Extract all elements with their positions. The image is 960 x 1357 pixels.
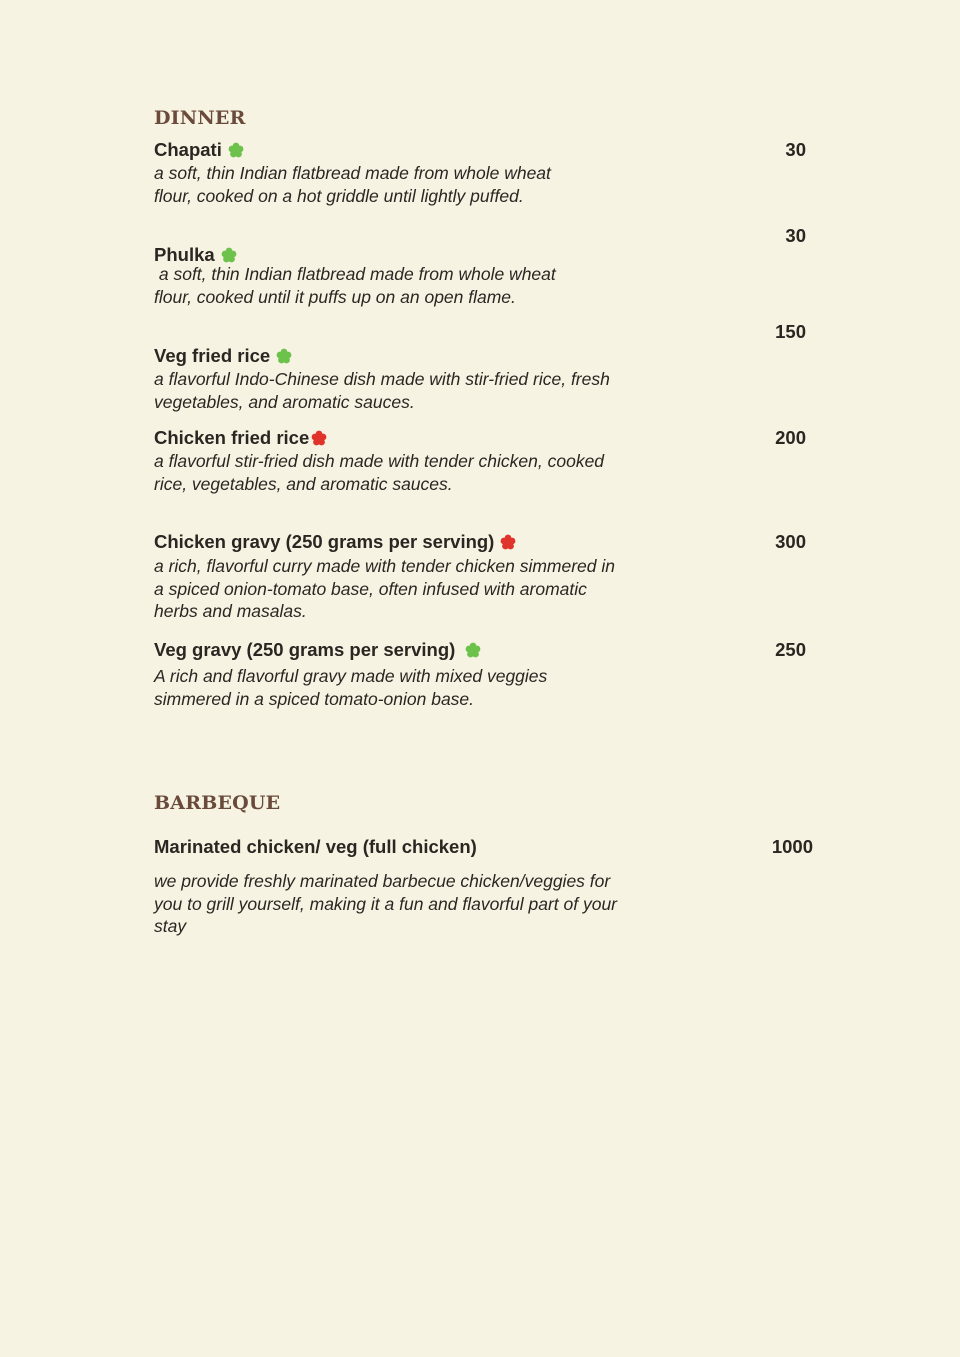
menu-item-description: a soft, thin Indian flatbread made from whole wheat flour, cooked on a hot griddle until lightly puffed. (154, 163, 551, 206)
menu-item-description: a rich, flavorful curry made with tender chicken simmered in a spiced onion-tomato base, often infused with aromatic herbs and masalas. (154, 556, 616, 621)
section-title-dinner: DINNER (154, 107, 246, 129)
item-name-text: Chicken fried rice (154, 427, 310, 448)
green-flower-icon (221, 247, 237, 263)
green-flower-icon (465, 642, 481, 658)
section-title-barbeque: BARBEQUE (154, 792, 281, 814)
item-name-text: Veg gravy (250 grams per serving) (154, 639, 456, 660)
green-flower-icon (228, 142, 244, 158)
menu-item-name (154, 345, 292, 367)
menu-item-description: a soft, thin Indian flatbread made from whole wheat flour, cooked until it puffs up on an open flame. (154, 264, 556, 307)
menu-item-price: 250 (775, 639, 806, 660)
item-name-text: Marinated chicken/ veg (full chicken) (154, 836, 477, 857)
menu-item-price: 300 (775, 531, 806, 552)
menu-item-price: 1000 (771, 836, 813, 857)
menu-item-description: a flavorful Indo-Chinese dish made with stir-fried rice, fresh vegetables, and aromatic sauces. (154, 369, 610, 412)
menu-item-price: 30 (785, 225, 806, 246)
red-flower-icon (311, 430, 327, 446)
menu-item-name (154, 531, 516, 553)
menu-item-price: 30 (785, 139, 806, 160)
item-name-text: Chicken gravy (250 grams per serving) (154, 531, 495, 552)
item-name-text: Veg fried rice (154, 345, 271, 366)
menu-item-name (154, 427, 327, 449)
red-flower-icon (500, 534, 516, 550)
menu-item-price: 200 (775, 427, 806, 448)
item-name-text: Phulka (154, 244, 215, 265)
menu-item-description: a flavorful stir-fried dish made with tender chicken, cooked rice, vegetables, and aromatic sauces. (154, 451, 605, 494)
menu-item-name (154, 139, 244, 161)
menu-item-name (154, 639, 481, 661)
menu-item-description: A rich and flavorful gravy made with mixed veggies simmered in a spiced tomato-onion base. (154, 666, 548, 709)
menu-item-price: 150 (775, 321, 806, 342)
menu-item-description: we provide freshly marinated barbecue chicken/veggies for you to grill yourself, making it a fun and flavorful part of your stay (154, 871, 618, 936)
item-name-text: Chapati (154, 139, 222, 160)
menu-item-name (154, 836, 477, 858)
green-flower-icon (276, 348, 292, 364)
